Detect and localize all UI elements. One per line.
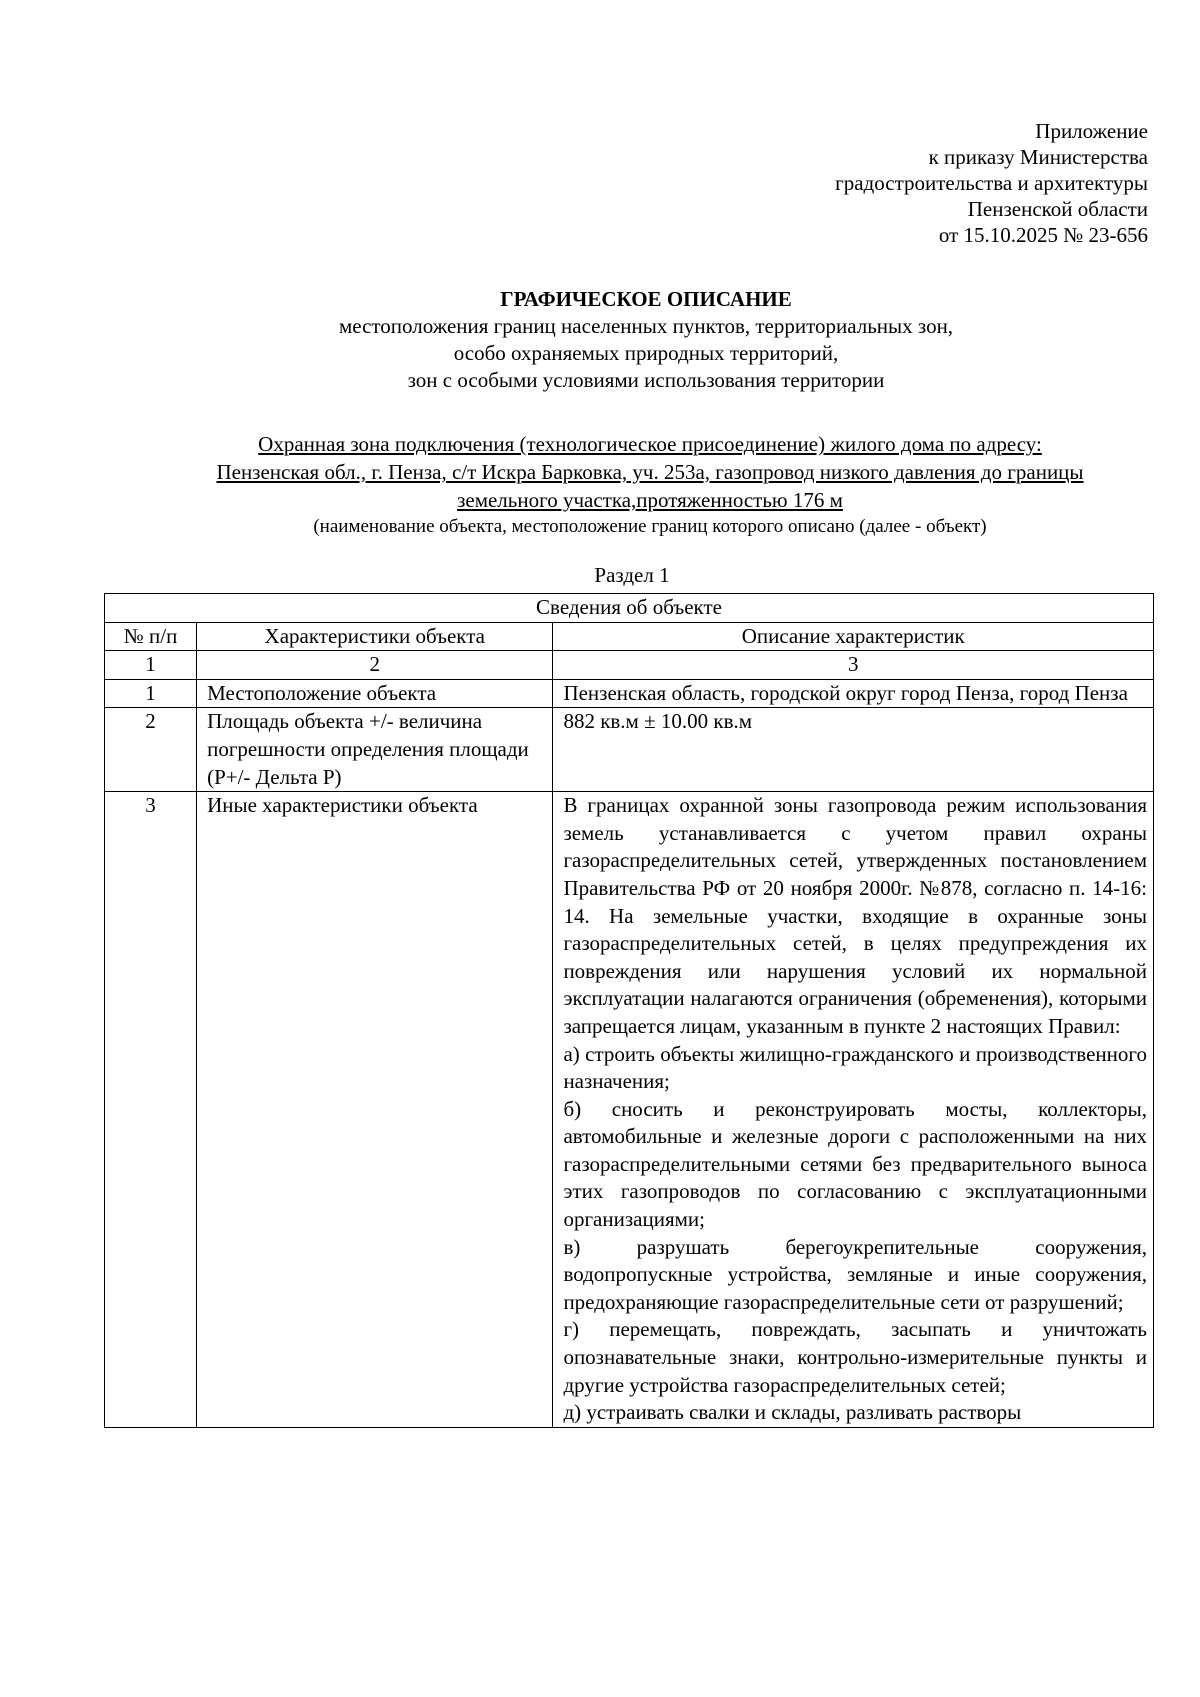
object-name-line: Охранная зона подключения (технологическое присоединение) жилого дома по адресу: <box>258 432 1042 456</box>
table-title-row <box>105 594 1154 623</box>
section-label: Раздел 1 <box>594 563 670 587</box>
description-paragraph: д) устраивать свалки и склады, разливать растворы <box>563 1400 1022 1425</box>
appendix-line: Пензенской области <box>967 197 1148 221</box>
row-number: 3 <box>105 792 197 1428</box>
description-paragraph: в) разрушать берегоукрепительные сооружения, водопропускные устройства, земляные и иные сооружения, предохраняющие газораспределительные сети от разрушений; <box>563 1234 1147 1314</box>
header-description: Описание характеристик <box>553 622 1154 651</box>
table-title: Сведения об объекте <box>105 594 1154 623</box>
object-name-line: Пензенская обл., г. Пенза, с/т Искра Барковка, уч. 253а, газопровод низкого давления до границы <box>216 460 1084 484</box>
table-row <box>105 679 1154 708</box>
document-title <box>0 286 1200 394</box>
header-number: № п/п <box>105 622 197 651</box>
description-paragraph: г) перемещать, повреждать, засыпать и уничтожать опознавательные знаки, контрольно-измерительные пункты и другие устройства газораспределительных сетей; <box>563 1317 1147 1397</box>
description-paragraph: В границах охранной зоны газопровода режим использования земель устанавливается с учетом правил охраны газораспределительных сетей, утвержденных постановлением Правительства РФ от 20 ноября 2000г. №878, согласно п. 14-16: 14. На земельные участки, входящие в охранные зоны газораспределительных сетей, в целях предупреждения их повреждения или нарушения условий их нормальной эксплуатации налагаются ограничения (обременения), которыми запрещается лицам, указанным в пункте 2 настоящих Правил: <box>563 793 1147 1038</box>
appendix-line: градостроительства и архитектуры <box>835 171 1148 195</box>
column-number: 3 <box>553 651 1154 680</box>
row-characteristic: Площадь объекта +/- величина погрешности определения площади (Р+/- Дельта Р) <box>197 708 553 792</box>
row-characteristic: Местоположение объекта <box>197 679 553 708</box>
row-number: 1 <box>105 679 197 708</box>
description-paragraph: а) строить объекты жилищно-гражданского и производственного назначения; <box>563 1041 1147 1094</box>
object-name-note: (наименование объекта, местоположение границ которого описано (далее - объект) <box>313 516 987 537</box>
column-number: 1 <box>105 651 197 680</box>
appendix-line: Приложение <box>1035 119 1148 143</box>
table-row <box>105 792 1154 1428</box>
row-description <box>553 792 1154 1428</box>
appendix-order-date: от 15.10.2025 № 23-656 <box>938 223 1148 247</box>
description-paragraph: б) сносить и реконструировать мосты, коллекторы, автомобильные и железные дороги с расположенными на них газораспределительными сетями без предварительного выноса этих газопроводов по согласованию с эксплуатационными организациями; <box>563 1096 1147 1232</box>
column-number: 2 <box>197 651 553 680</box>
title-main: ГРАФИЧЕСКОЕ ОПИСАНИЕ <box>500 287 792 311</box>
row-number: 2 <box>105 708 197 792</box>
object-name-line: земельного участка,протяженностью 176 м <box>457 488 843 512</box>
object-info-table <box>104 593 1154 1428</box>
title-subline: зон с особыми условиями использования территории <box>407 368 885 392</box>
appendix-block <box>835 118 1148 248</box>
row-description: 882 кв.м ± 10.00 кв.м <box>553 708 1154 792</box>
column-number-row <box>105 651 1154 680</box>
title-subline: особо охраняемых природных территорий, <box>453 341 839 365</box>
title-subline: местоположения границ населенных пунктов, территориальных зон, <box>338 314 954 338</box>
row-description: Пензенская область, городской округ город Пенза, город Пенза <box>553 679 1154 708</box>
row-characteristic: Иные характеристики объекта <box>197 792 553 1428</box>
header-characteristics: Характеристики объекта <box>197 622 553 651</box>
table-header-row <box>105 622 1154 651</box>
table-row <box>105 708 1154 792</box>
object-name-block <box>100 430 1200 540</box>
appendix-line: к приказу Министерства <box>928 145 1148 169</box>
